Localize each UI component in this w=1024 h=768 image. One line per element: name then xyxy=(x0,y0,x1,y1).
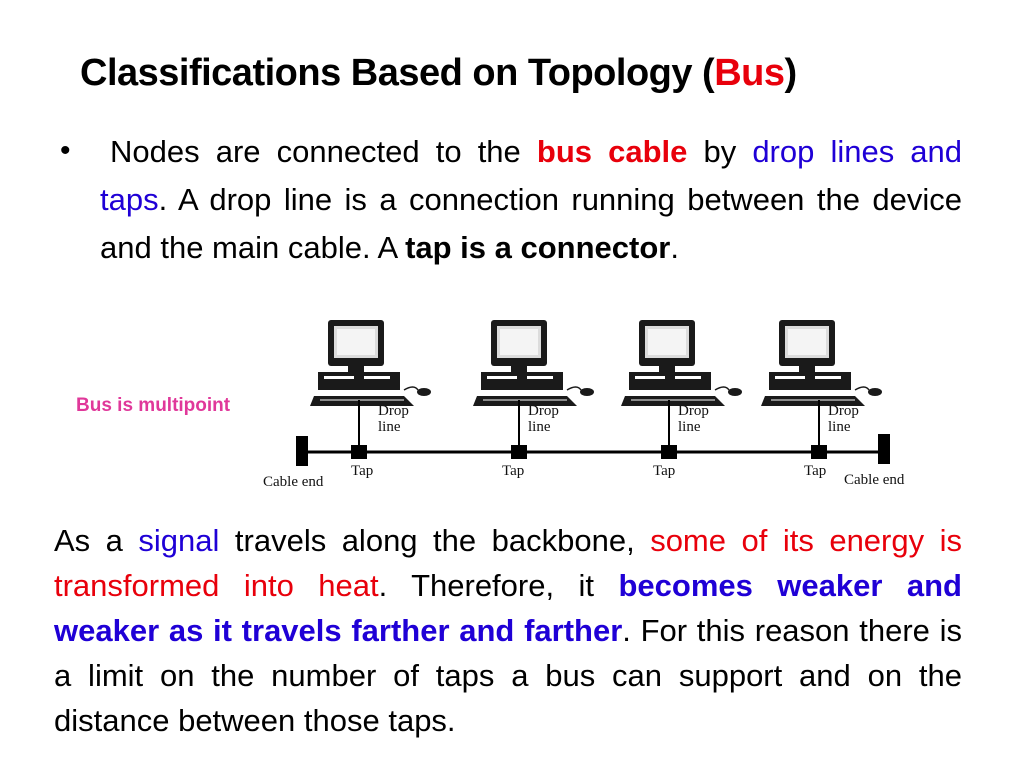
cable-end-right-label: Cable end xyxy=(844,472,905,488)
drop-label-line1: Drop xyxy=(528,403,559,419)
para-text-5: . Therefore, it xyxy=(378,568,619,603)
title-prefix: Classifications Based on Topology ( xyxy=(80,52,715,94)
para-text-weaker: becomes weaker and weaker as it travels farther and farther xyxy=(54,568,962,648)
computer-icon xyxy=(761,320,882,406)
computer-icon xyxy=(473,320,594,406)
para-text-1: As a xyxy=(54,523,139,558)
tap-icon xyxy=(661,445,677,459)
bullet-icon: • xyxy=(60,134,71,167)
tap-icon xyxy=(511,445,527,459)
bus-topology-diagram xyxy=(256,312,906,497)
bullet-paragraph xyxy=(100,128,962,272)
cable-end-left-label: Cable end xyxy=(263,474,324,490)
para-text-7: . For this reason there is a limit on the number of taps a bus can support and on the distance between those taps. xyxy=(54,613,962,738)
para-text-energy: some of its energy is transformed into heat xyxy=(54,523,962,603)
tap-icon xyxy=(351,445,367,459)
tap-label: Tap xyxy=(653,463,676,479)
title-highlight: Bus xyxy=(714,52,785,94)
bullet-text-1: Nodes are connected to the xyxy=(110,134,537,169)
multipoint-note: Bus is multipoint xyxy=(76,395,231,416)
drop-label-line2: line xyxy=(678,419,701,435)
cable-end-left-terminator xyxy=(296,436,308,466)
drop-label-line2: line xyxy=(378,419,401,435)
bullet-text-5: . A drop line is a connection running between the device and the main cable. A xyxy=(100,182,962,265)
tap-label: Tap xyxy=(804,463,827,479)
tap-label: Tap xyxy=(502,463,525,479)
drop-label-line1: Drop xyxy=(828,403,859,419)
para-text-signal: signal xyxy=(138,523,220,558)
drop-label-line2: line xyxy=(828,419,851,435)
signal-paragraph xyxy=(54,518,962,743)
bullet-text-tap-connector: tap is a connector xyxy=(405,230,671,265)
slide-title xyxy=(80,52,797,95)
drop-label-line1: Drop xyxy=(678,403,709,419)
bullet-text-3: by xyxy=(687,134,753,169)
computer-icon xyxy=(310,320,431,406)
computer-icon xyxy=(621,320,742,406)
bullet-text-bus-cable: bus cable xyxy=(536,134,688,169)
tap-icon xyxy=(811,445,827,459)
drop-label-line1: Drop xyxy=(378,403,409,419)
bullet-text-7: . xyxy=(670,230,679,265)
tap-label: Tap xyxy=(351,463,374,479)
cable-end-right-terminator xyxy=(878,434,890,464)
title-suffix: ) xyxy=(784,52,797,94)
bullet-text-drop-lines: drop lines and taps xyxy=(100,134,963,217)
drop-label-line2: line xyxy=(528,419,551,435)
para-text-3: travels along the backbone, xyxy=(219,523,651,558)
